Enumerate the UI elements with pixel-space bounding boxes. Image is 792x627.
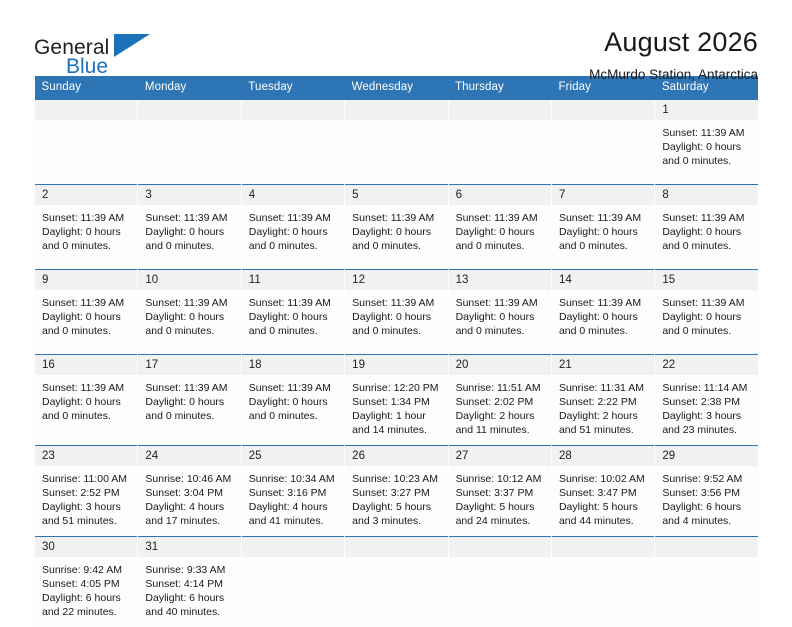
day-number[interactable]: 18 xyxy=(241,355,344,376)
page-subtitle: McMurdo Station, Antarctica xyxy=(589,64,758,86)
day-detail-line: Sunset: 2:22 PM xyxy=(559,395,648,409)
day-detail-line: Sunset: 11:39 AM xyxy=(559,296,648,310)
day-detail-line: Daylight: 0 hours and 0 minutes. xyxy=(456,310,545,338)
day-number[interactable]: 6 xyxy=(448,185,551,206)
day-number[interactable]: 11 xyxy=(241,270,344,291)
day-number[interactable]: 31 xyxy=(138,537,241,558)
day-detail-line: Daylight: 0 hours and 0 minutes. xyxy=(249,395,338,423)
day-number[interactable]: 28 xyxy=(551,446,654,467)
day-detail-line: Sunrise: 10:23 AM xyxy=(352,472,441,486)
day-detail-line: Sunset: 11:39 AM xyxy=(456,296,545,310)
week-detail-row xyxy=(35,120,759,185)
general-blue-logo xyxy=(34,26,154,78)
day-detail xyxy=(241,205,344,270)
day-detail-line: Sunset: 11:39 AM xyxy=(249,296,338,310)
week-detail-row xyxy=(35,557,759,627)
day-detail-empty xyxy=(35,120,138,185)
day-number[interactable]: 15 xyxy=(655,270,758,291)
day-detail xyxy=(655,375,758,446)
day-number[interactable]: 7 xyxy=(551,185,654,206)
day-detail-line: Daylight: 0 hours and 0 minutes. xyxy=(145,395,234,423)
day-detail-empty xyxy=(551,557,654,627)
day-detail-line: Sunrise: 12:20 PM xyxy=(352,381,441,395)
day-number[interactable]: 20 xyxy=(448,355,551,376)
day-detail xyxy=(551,466,654,537)
day-detail-line: Sunset: 11:39 AM xyxy=(42,211,131,225)
day-detail-line: Sunrise: 10:34 AM xyxy=(249,472,338,486)
day-detail-line: Daylight: 1 hour and 14 minutes. xyxy=(352,409,441,437)
day-detail-line: Sunset: 11:39 AM xyxy=(145,211,234,225)
week-number-row xyxy=(35,100,759,121)
day-number[interactable]: 23 xyxy=(35,446,138,467)
day-number[interactable]: 5 xyxy=(345,185,448,206)
day-detail-empty xyxy=(655,557,758,627)
day-detail-line: Daylight: 0 hours and 0 minutes. xyxy=(559,225,648,253)
day-detail-empty xyxy=(138,120,241,185)
week-detail-row xyxy=(35,466,759,537)
day-detail-line: Sunrise: 10:02 AM xyxy=(559,472,648,486)
day-cell-empty xyxy=(35,100,138,121)
day-detail xyxy=(345,466,448,537)
day-number[interactable]: 25 xyxy=(241,446,344,467)
week-number-row xyxy=(35,270,759,291)
day-detail-line: Sunrise: 11:00 AM xyxy=(42,472,131,486)
weekday-header-saturday: Saturday xyxy=(655,76,758,100)
day-detail-line: Daylight: 0 hours and 0 minutes. xyxy=(352,310,441,338)
day-detail-empty xyxy=(551,120,654,185)
day-detail-line: Sunset: 3:16 PM xyxy=(249,486,338,500)
day-detail-line: Daylight: 5 hours and 24 minutes. xyxy=(456,500,545,528)
day-cell-empty xyxy=(138,100,241,121)
day-detail xyxy=(551,205,654,270)
logo-text-blue: Blue xyxy=(66,55,108,79)
day-detail-line: Daylight: 0 hours and 0 minutes. xyxy=(352,225,441,253)
day-number[interactable]: 29 xyxy=(655,446,758,467)
day-detail-line: Daylight: 3 hours and 51 minutes. xyxy=(42,500,131,528)
logo-text-general: General xyxy=(34,36,109,60)
day-cell-empty xyxy=(448,100,551,121)
week-detail-row xyxy=(35,205,759,270)
day-number[interactable]: 14 xyxy=(551,270,654,291)
day-cell-empty xyxy=(345,537,448,558)
day-detail-line: Daylight: 5 hours and 44 minutes. xyxy=(559,500,648,528)
day-detail-line: Sunset: 11:39 AM xyxy=(42,296,131,310)
day-detail-empty xyxy=(448,557,551,627)
day-detail-line: Daylight: 0 hours and 0 minutes. xyxy=(42,395,131,423)
day-detail xyxy=(138,375,241,446)
day-detail-line: Sunset: 1:34 PM xyxy=(352,395,441,409)
day-detail xyxy=(241,375,344,446)
day-detail xyxy=(35,290,138,355)
day-detail-empty xyxy=(241,120,344,185)
week-detail-row xyxy=(35,290,759,355)
day-detail-line: Daylight: 6 hours and 40 minutes. xyxy=(145,591,234,619)
day-detail xyxy=(345,205,448,270)
day-detail-line: Sunset: 11:39 AM xyxy=(145,296,234,310)
day-detail-line: Daylight: 5 hours and 3 minutes. xyxy=(352,500,441,528)
day-detail-line: Sunset: 3:47 PM xyxy=(559,486,648,500)
week-number-row xyxy=(35,355,759,376)
day-number[interactable]: 1 xyxy=(655,100,758,121)
day-detail xyxy=(345,375,448,446)
day-detail-line: Sunset: 2:52 PM xyxy=(42,486,131,500)
day-detail-line: Daylight: 6 hours and 22 minutes. xyxy=(42,591,131,619)
day-detail-line: Sunset: 2:38 PM xyxy=(662,395,752,409)
day-detail-empty xyxy=(241,557,344,627)
day-detail-line: Sunset: 3:04 PM xyxy=(145,486,234,500)
day-detail-empty xyxy=(345,120,448,185)
day-cell-empty xyxy=(551,537,654,558)
day-number[interactable]: 27 xyxy=(448,446,551,467)
day-detail-line: Sunset: 11:39 AM xyxy=(249,381,338,395)
weekday-header-monday: Monday xyxy=(138,76,241,100)
page-header xyxy=(34,0,758,72)
day-number[interactable]: 9 xyxy=(35,270,138,291)
day-detail-line: Daylight: 0 hours and 0 minutes. xyxy=(456,225,545,253)
day-detail xyxy=(35,205,138,270)
day-detail-line: Daylight: 0 hours and 0 minutes. xyxy=(559,310,648,338)
day-detail xyxy=(241,290,344,355)
day-detail-line: Daylight: 6 hours and 4 minutes. xyxy=(662,500,752,528)
week-detail-row xyxy=(35,375,759,446)
day-number[interactable]: 13 xyxy=(448,270,551,291)
day-detail-line: Daylight: 4 hours and 41 minutes. xyxy=(249,500,338,528)
page-title: August 2026 xyxy=(589,26,758,58)
day-number[interactable]: 26 xyxy=(345,446,448,467)
weekday-header-tuesday: Tuesday xyxy=(241,76,344,100)
day-number[interactable]: 22 xyxy=(655,355,758,376)
week-number-row xyxy=(35,537,759,558)
day-detail-line: Sunrise: 9:33 AM xyxy=(145,563,234,577)
day-detail-line: Daylight: 0 hours and 0 minutes. xyxy=(42,310,131,338)
day-detail xyxy=(551,375,654,446)
day-detail-line: Daylight: 0 hours and 0 minutes. xyxy=(249,225,338,253)
calendar-body xyxy=(35,100,759,627)
day-number[interactable]: 16 xyxy=(35,355,138,376)
day-detail-line: Sunset: 4:14 PM xyxy=(145,577,234,591)
day-detail-line: Sunset: 3:37 PM xyxy=(456,486,545,500)
day-detail-line: Daylight: 0 hours and 0 minutes. xyxy=(662,310,752,338)
day-detail xyxy=(35,375,138,446)
day-detail-line: Sunrise: 9:52 AM xyxy=(662,472,752,486)
day-detail xyxy=(345,290,448,355)
day-detail xyxy=(655,290,758,355)
day-number[interactable]: 21 xyxy=(551,355,654,376)
day-detail-line: Daylight: 3 hours and 23 minutes. xyxy=(662,409,752,437)
day-detail xyxy=(138,557,241,627)
day-detail-line: Sunrise: 10:46 AM xyxy=(145,472,234,486)
week-number-row xyxy=(35,185,759,206)
day-detail-line: Daylight: 0 hours and 0 minutes. xyxy=(662,225,752,253)
day-detail-line: Sunset: 11:39 AM xyxy=(352,211,441,225)
day-detail-line: Sunrise: 11:51 AM xyxy=(456,381,545,395)
weekday-header-friday: Friday xyxy=(551,76,654,100)
day-detail xyxy=(35,466,138,537)
day-detail-line: Sunset: 11:39 AM xyxy=(456,211,545,225)
day-detail-line: Sunset: 2:02 PM xyxy=(456,395,545,409)
week-number-row xyxy=(35,446,759,467)
day-detail-line: Sunrise: 11:14 AM xyxy=(662,381,752,395)
title-block xyxy=(589,26,758,86)
day-detail xyxy=(35,557,138,627)
day-cell-empty xyxy=(448,537,551,558)
day-detail-line: Sunset: 11:39 AM xyxy=(249,211,338,225)
day-detail-line: Sunrise: 10:12 AM xyxy=(456,472,545,486)
weekday-header-sunday: Sunday xyxy=(35,76,138,100)
day-cell-empty xyxy=(655,537,758,558)
day-number[interactable]: 4 xyxy=(241,185,344,206)
day-detail xyxy=(448,205,551,270)
day-detail-line: Daylight: 0 hours and 0 minutes. xyxy=(42,225,131,253)
day-number[interactable]: 19 xyxy=(345,355,448,376)
day-detail-line: Sunset: 11:39 AM xyxy=(662,126,752,140)
day-cell-empty xyxy=(551,100,654,121)
day-detail-line: Daylight: 0 hours and 0 minutes. xyxy=(145,225,234,253)
day-number[interactable]: 2 xyxy=(35,185,138,206)
day-detail xyxy=(138,466,241,537)
day-number[interactable]: 17 xyxy=(138,355,241,376)
day-detail-line: Sunrise: 9:42 AM xyxy=(42,563,131,577)
day-detail-line: Sunset: 11:39 AM xyxy=(145,381,234,395)
flag-triangle-icon xyxy=(114,34,150,57)
day-detail-line: Sunset: 3:56 PM xyxy=(662,486,752,500)
day-detail-line: Daylight: 2 hours and 11 minutes. xyxy=(456,409,545,437)
day-number[interactable]: 8 xyxy=(655,185,758,206)
day-detail xyxy=(655,205,758,270)
day-detail xyxy=(241,466,344,537)
day-cell-empty xyxy=(241,100,344,121)
day-number[interactable]: 12 xyxy=(345,270,448,291)
day-detail-empty xyxy=(345,557,448,627)
day-cell-empty xyxy=(345,100,448,121)
day-detail xyxy=(448,466,551,537)
day-detail-line: Daylight: 4 hours and 17 minutes. xyxy=(145,500,234,528)
day-detail-empty xyxy=(448,120,551,185)
day-detail-line: Sunset: 4:05 PM xyxy=(42,577,131,591)
day-detail-line: Sunset: 11:39 AM xyxy=(662,296,752,310)
day-number[interactable]: 24 xyxy=(138,446,241,467)
day-cell-empty xyxy=(241,537,344,558)
day-number[interactable]: 10 xyxy=(138,270,241,291)
day-detail xyxy=(448,375,551,446)
calendar-table xyxy=(34,76,758,627)
day-detail-line: Sunrise: 11:31 AM xyxy=(559,381,648,395)
day-detail-line: Sunset: 11:39 AM xyxy=(352,296,441,310)
day-detail-line: Daylight: 0 hours and 0 minutes. xyxy=(662,140,752,168)
day-number[interactable]: 3 xyxy=(138,185,241,206)
day-detail-line: Daylight: 2 hours and 51 minutes. xyxy=(559,409,648,437)
day-detail xyxy=(551,290,654,355)
day-number[interactable]: 30 xyxy=(35,537,138,558)
day-detail-line: Sunset: 11:39 AM xyxy=(559,211,648,225)
day-detail xyxy=(138,205,241,270)
day-detail-line: Daylight: 0 hours and 0 minutes. xyxy=(249,310,338,338)
weekday-header-thursday: Thursday xyxy=(448,76,551,100)
day-detail xyxy=(448,290,551,355)
weekday-header-wednesday: Wednesday xyxy=(345,76,448,100)
day-detail xyxy=(138,290,241,355)
day-detail-line: Sunset: 11:39 AM xyxy=(42,381,131,395)
day-detail-line: Sunset: 3:27 PM xyxy=(352,486,441,500)
day-detail-line: Sunset: 11:39 AM xyxy=(662,211,752,225)
day-detail xyxy=(655,466,758,537)
day-detail xyxy=(655,120,758,185)
day-detail-line: Daylight: 0 hours and 0 minutes. xyxy=(145,310,234,338)
